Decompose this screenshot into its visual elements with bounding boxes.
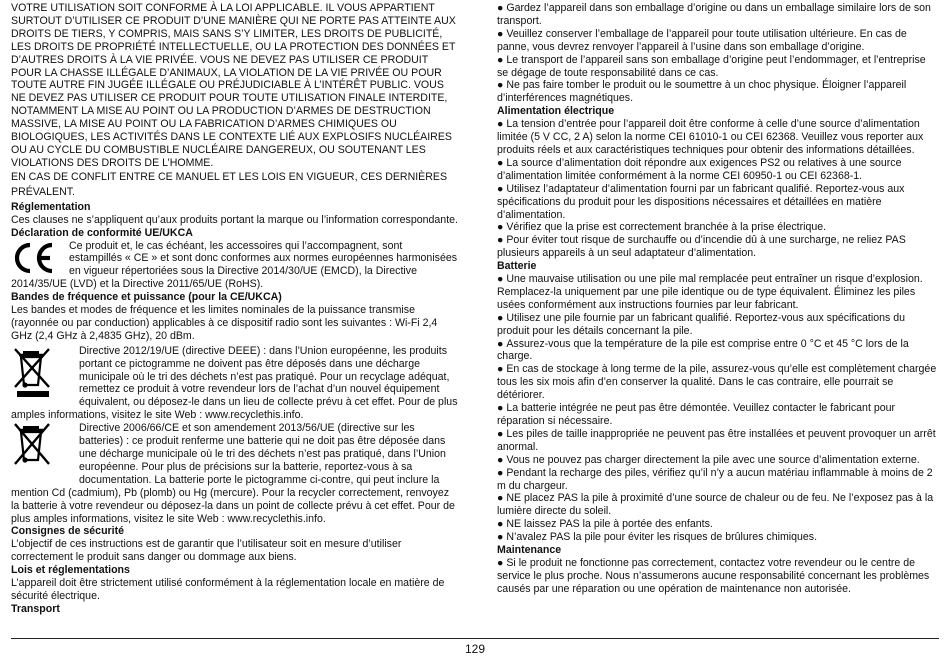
batterie-bullet: ● En cas de stockage à long terme de la pile, assurez-vous qu’elle est complètement chargée tous les six mois afin d’en conserver la qualité. Dans le cas contraire, elle pourrait se détériorer. (497, 363, 937, 402)
battery-crossed-bin-icon (11, 422, 79, 476)
alimentation-bullet: ● Pour éviter tout risque de surchauffe ou d’incendie dû à une surcharge, ne reliez PAS plusieurs appareils à un seul adaptateur d’alimentation. (497, 234, 937, 260)
page-number: 129 (464, 642, 486, 656)
weee-crossed-bin-icon (11, 345, 79, 401)
securite-heading: Consignes de sécurité (11, 525, 125, 538)
left-column (11, 2, 458, 616)
alimentation-bullet: ● La source d’alimentation doit répondre aux exigences PS2 ou relatives à une source d’alimentation limitée conformément à la norme CEI 60950-1 ou CEI 62368-1. (497, 157, 937, 183)
battery-directive-block (11, 422, 458, 525)
frequency-heading: Bandes de fréquence et puissance (pour la CE/UKCA) (11, 291, 282, 304)
alimentation-bullet: ● La tension d’entrée pour l’appareil doit être conforme à celle d’une source d’alimentation limitée (5 V CC, 2 A) selon la norme CEI 61010-1 ou CEI 62368. Veuillez vous reporter aux produits réels et aux caractéristiques techniques pour obtenir des informations détaillées. (497, 118, 937, 157)
batterie-bullet: ● Une mauvaise utilisation ou une pile mal remplacée peut entraîner un risque d’explosion. Remplacez-la uniquement par une pile identique ou de type équivalent. Éliminez les piles usées conformément aux instructions fournies par leur fabricant. (497, 273, 937, 312)
ue-conformity-text: Ce produit et, le cas échéant, les accessoires qui l’accompagnent, sont estampillés « CE » et sont donc conformes aux normes européennes harmonisées en vigueur répertoriées sous la Directive 2014/30/UE (EMCD), la Directive 2014/35/UE (LVD) et la Directive 2011/65/UE (RoHS). (11, 239, 458, 291)
alimentation-bullet: ● Vérifiez que la prise est correctement branchée à la prise électrique. (497, 221, 937, 234)
batterie-bullet: ● Assurez-vous que la température de la pile est comprise entre 0 °C et 45 °C lors de la charge. (497, 338, 937, 364)
batterie-bullet: ● Utilisez une pile fournie par un fabricant qualifié. Reportez-vous aux spécifications du produit pour les détails concernant la pile. (497, 312, 937, 338)
alimentation-heading: Alimentation électrique (497, 105, 615, 118)
reglementation-text: Ces clauses ne s’appliquent qu’aux produits portant la marque ou l’information correspondante. (11, 213, 458, 226)
reglementation-heading: Réglementation (11, 200, 91, 213)
transport-bullet: ● Gardez l’appareil dans son emballage d’origine ou dans un emballage similaire lors de son transport. (497, 2, 937, 28)
batterie-bullet: ● Pendant la recharge des piles, vérifiez qu’il n’y a aucun matériau inflammable à moins de 2 m du chargeur. (497, 467, 937, 493)
lois-text: L’appareil doit être strictement utilisé conformément à la réglementation locale en matière de sécurité électrique. (11, 577, 445, 602)
footer-divider (11, 638, 939, 639)
legal-notice-caps: VOTRE UTILISATION SOIT CONFORME À LA LOI APPLICABLE. IL VOUS APPARTIENT SURTOUT D’UTILISER CE PRODUIT D’UNE MANIÈRE QUI NE PORTE PAS ATTEINTE AUX DROITS DE TIERS, Y COMPRIS, MAIS SANS S’Y LIMITER, LES DROITS DE PUBLICITÉ, LES DROITS DE PROPRIÉTÉ INTELLECTUELLE, OU LA PROTECTION DES DONNÉES ET D’AUTRES DROITS À LA VIE PRIVÉE. VOUS NE DEVEZ PAS UTILISER CE PRODUIT POUR LA CHASSE ILLÉGALE D’ANIMAUX, LA VIOLATION DE LA VIE PRIVÉE OU POUR TOUTE AUTRE FIN JUGÉE ILLÉGALE OU PRÉJUDICIABLE À L’INTÉRÊT PUBLIC. VOUS NE DEVEZ PAS UTILISER CE PRODUIT POUR TOUTE UTILISATION FINALE INTERDITE, NOTAMMENT LA MISE AU POINT OU LA PRODUCTION D’ARMES DE DESTRUCTION MASSIVE, LA MISE AU POINT OU LA FABRICATION D’ARMES CHIMIQUES OU BIOLOGIQUES, LES ACTIVITÉS DANS LE CONTEXTE LIÉ AUX EXPLOSIFS NUCLÉAIRES OU AU CYCLE DU COMBUSTIBLE NUCLÉAIRE DANGEREUX, OU SOUTENANT LES VIOLATIONS DES DROITS DE L’HOMME. (11, 2, 456, 169)
right-column (497, 2, 937, 596)
alimentation-bullet: ● Utilisez l’adaptateur d’alimentation fourni par un fabricant qualifié. Reportez-vous aux spécifications du produit pour les dispositions nécessaires et détaillées en matière d’alimentation. (497, 183, 937, 222)
batterie-bullet: ● La batterie intégrée ne peut pas être démontée. Veuillez contacter le fabricant pour réparation si nécessaire. (497, 402, 937, 428)
weee-block (11, 345, 458, 422)
maintenance-bullet: ● Si le produit ne fonctionne pas correctement, contactez votre revendeur ou le centre de service le plus proche. Nous n’assumerons aucune responsabilité concernant les problèmes causés par une réparation ou une opération de maintenance non autorisée. (497, 557, 937, 596)
transport-bullet: ● Le transport de l’appareil sans son emballage d’origine peut l’endommager, et l’entreprise se dégage de toute responsabilité dans ce cas. (497, 54, 937, 80)
weee-directive-text: Directive 2012/19/UE (directive DEEE) : dans l’Union européenne, les produits portant ce pictogramme ne doivent pas être déposés dans une décharge municipale où le tri des déchets n’est pas pratiqué. Pour un recyclage adéquat, remettez ce produit à votre revendeur lors de l’achat d’un nouvel équipement équivalent, ou déposez-le dans un lieu de collecte prévu à cet effet. Pour de plus amples informations, visitez le site Web : www.recyclethis.info. (11, 344, 458, 422)
transport-heading: Transport (11, 602, 60, 615)
ue-conformity-heading: Déclaration de conformité UE/UKCA (11, 226, 193, 239)
ce-mark-icon (11, 240, 69, 278)
lois-heading: Lois et réglementations (11, 564, 130, 577)
batterie-bullet: ● Les piles de taille inappropriée ne peuvent pas être installées et peuvent provoquer un arrêt anormal. (497, 428, 937, 454)
ue-conformity-block (11, 240, 458, 292)
transport-bullet: ● Ne pas faire tomber le produit ou le soumettre à un choc physique. Éloigner l’appareil d’interférences magnétiques. (497, 79, 937, 105)
batterie-bullet: ● NE laissez PAS la pile à portée des enfants. (497, 518, 937, 531)
maintenance-heading: Maintenance (497, 544, 562, 557)
transport-bullet: ● Veuillez conserver l’emballage de l’appareil pour toute utilisation ultérieure. En cas de panne, vous devrez renvoyer l’appareil à l’usine dans son emballage d’origine. (497, 28, 937, 54)
securite-text: L’objectif de ces instructions est de garantir que l’utilisateur soit en mesure d’utiliser correctement le produit sans danger ou dommage aux biens. (11, 538, 402, 564)
conflict-notice-caps: EN CAS DE CONFLIT ENTRE CE MANUEL ET LES LOIS EN VIGUEUR, CES DERNIÈRES PRÉVALENT. (11, 170, 448, 199)
frequency-text: Les bandes et modes de fréquence et les limites nominales de la puissance transmise (rayonnée ou par conduction) applicables à ce dispositif radio sont les suivantes : Wi-Fi 2,4 GHz (2,4 GHz à 2,4835 GHz), 20 dBm. (11, 304, 438, 342)
batterie-bullet: ● Vous ne pouvez pas charger directement la pile avec une source d’alimentation externe. (497, 454, 937, 467)
batterie-bullet: ● NE placez PAS la pile à proximité d’une source de chaleur ou de feu. Ne l’exposez pas à la lumière directe du soleil. (497, 492, 937, 518)
batterie-bullet: ● N’avalez PAS la pile pour éviter les risques de brûlures chimiques. (497, 531, 937, 544)
batterie-heading: Batterie (497, 260, 537, 273)
battery-directive-text: Directive 2006/66/CE et son amendement 2013/56/UE (directive sur les batteries) : ce produit renferme une batterie qui ne doit pas être déposée dans une décharge municipale où le tri des déchets n’est pas pratiqué, dans l’Union européenne. Pour plus de précisions sur la batterie, reportez-vous à sa documentation. La batterie porte le pictogramme ci-contre, qui peut inclure la mention Cd (cadmium), Pb (plomb) ou Hg (mercure). Pour la recycler correctement, renvoyez la batterie à votre revendeur ou déposez-la dans un point de collecte prévu à cet effet. Pour de plus amples informations, visitez le site Web : www.recyclethis.info. (11, 422, 455, 525)
